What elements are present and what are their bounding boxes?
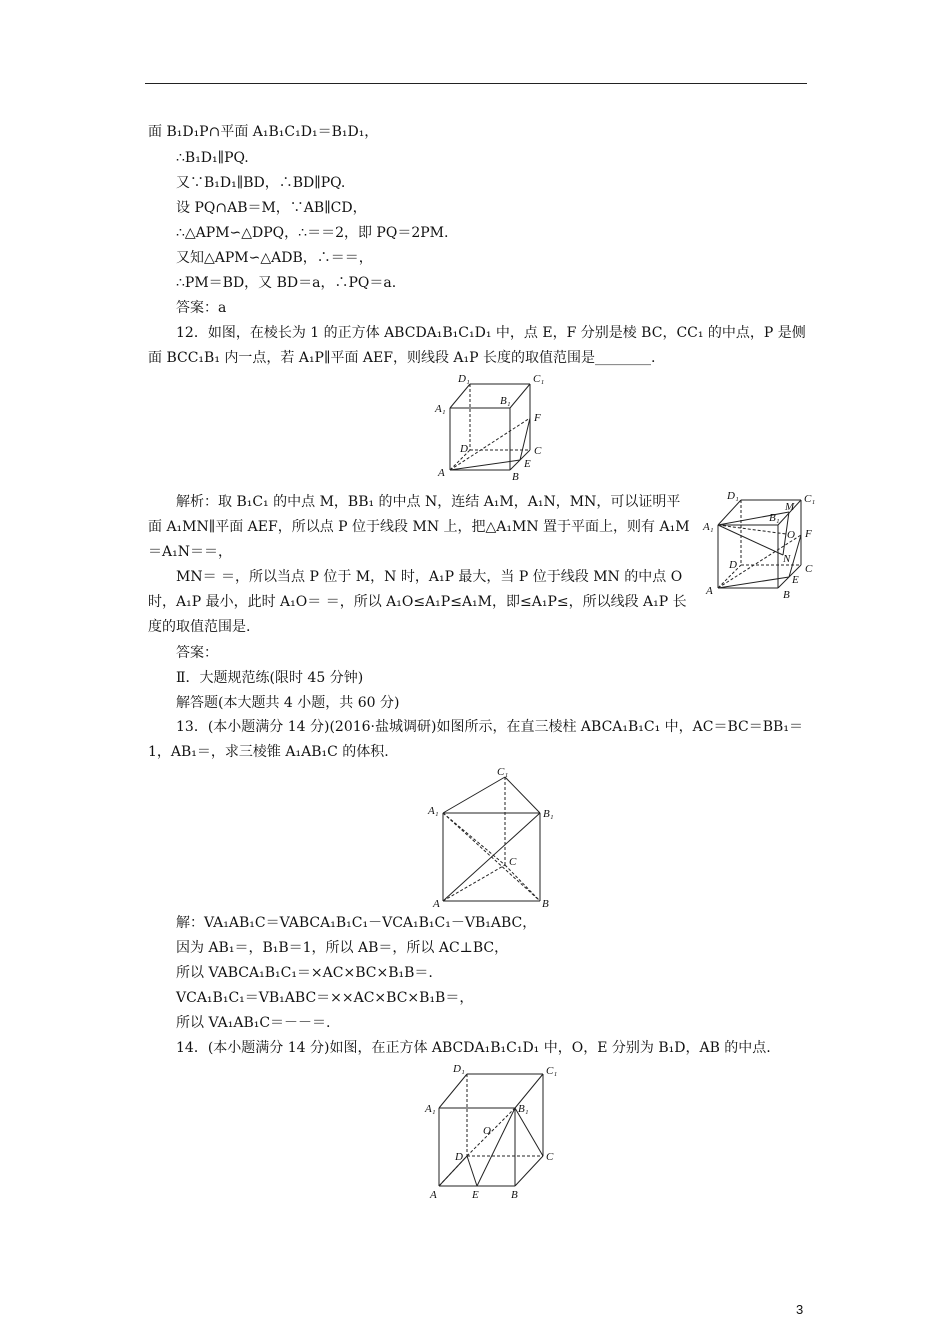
label-C: C bbox=[805, 563, 813, 575]
label-D: D bbox=[729, 559, 737, 571]
q12-solution-part2: MN＝ ＝，所以当点 P 位于 M，N 时，A₁P 最大，当 P 位于线段 MN 的中点 O 时，A₁P 最小，此时 A₁O＝ ＝，所以 A₁O≤A₁P≤A₁M，即≤A₁P≤，所以线段 A₁P 长度的取值范围是. bbox=[148, 569, 687, 635]
figure-q13-prism bbox=[425, 765, 555, 910]
label-C1: C₁ bbox=[804, 493, 816, 505]
text-line: 又知△APM∽△ADB，∴＝＝， bbox=[176, 250, 373, 266]
label-F: F bbox=[805, 528, 812, 540]
text-line: ∴PM＝BD，又 BD＝a，∴PQ＝a. bbox=[176, 275, 397, 291]
solution-line: 所以 VABCA₁B₁C₁＝×AC×BC×B₁B＝. bbox=[176, 965, 433, 981]
label-A: A bbox=[433, 898, 440, 910]
text-line: 设 PQ∩AB＝M，∵AB∥CD， bbox=[176, 200, 367, 216]
label-A: A bbox=[430, 1189, 437, 1201]
label-M: M bbox=[785, 501, 795, 513]
label-E: E bbox=[472, 1189, 479, 1201]
label-B1: B₁ bbox=[769, 512, 780, 524]
label-E: E bbox=[524, 458, 531, 470]
label-E: E bbox=[792, 574, 799, 586]
answer-line: 答案：a bbox=[176, 300, 227, 316]
section-subtitle: 解答题(本大题共 4 小题，共 60 分) bbox=[176, 695, 400, 711]
text-line: 面 B₁D₁P∩平面 A₁B₁C₁D₁＝B₁D₁， bbox=[148, 124, 379, 140]
figure-q12-solution-cube bbox=[703, 490, 823, 600]
label-B: B bbox=[542, 898, 549, 910]
page-number: 3 bbox=[796, 1302, 804, 1317]
label-A1: A₁ bbox=[435, 403, 446, 415]
figure-q12-cube bbox=[430, 370, 560, 482]
label-A1: A₁ bbox=[428, 805, 439, 817]
label-B1: B₁ bbox=[543, 808, 554, 820]
label-O: O bbox=[483, 1125, 491, 1137]
label-B: B bbox=[783, 589, 790, 601]
solution-line: VCA₁B₁C₁＝VB₁ABC＝××AC×BC×B₁B＝， bbox=[176, 990, 474, 1006]
text-line: 又∵B₁D₁∥BD，∴BD∥PQ. bbox=[176, 175, 346, 191]
solution-line: 所以 VA₁AB₁C＝－－＝. bbox=[176, 1015, 331, 1031]
figure-q14-cube bbox=[425, 1062, 565, 1202]
solution-line: 因为 AB₁＝，B₁B＝1，所以 AB＝，所以 AC⊥BC， bbox=[176, 940, 509, 956]
label-A1: A₁ bbox=[425, 1103, 436, 1115]
label-F: F bbox=[534, 412, 541, 424]
label-B1: B₁ bbox=[500, 395, 511, 407]
label-D1: D₁ bbox=[453, 1063, 465, 1075]
label-D: D bbox=[460, 443, 468, 455]
label-C: C bbox=[534, 445, 542, 457]
label-C1: C₁ bbox=[497, 766, 509, 778]
text-line: ∴B₁D₁∥PQ. bbox=[176, 150, 249, 166]
label-A1: A₁ bbox=[703, 521, 714, 533]
q12-solution-part1: 解析：取 B₁C₁ 的中点 M，BB₁ 的中点 N，连结 A₁M，A₁N，MN，可以证明平面 A₁MN∥平面 AEF，所以点 P 位于线段 MN 上，把△A₁MN 置于平面上，则有 A₁M＝A₁N＝＝， bbox=[148, 494, 690, 560]
label-A: A bbox=[706, 585, 713, 597]
label-D1: D₁ bbox=[458, 373, 470, 385]
label-A: A bbox=[438, 467, 445, 479]
label-B: B bbox=[512, 471, 519, 483]
label-C1: C₁ bbox=[546, 1065, 558, 1077]
label-D1: D₁ bbox=[727, 490, 739, 502]
label-C: C bbox=[509, 856, 517, 868]
solution-line: 解：VA₁AB₁C＝VABCA₁B₁C₁－VCA₁B₁C₁－VB₁ABC， bbox=[176, 915, 537, 931]
label-C1: C₁ bbox=[533, 373, 545, 385]
question-14: 14．(本小题满分 14 分)如图，在正方体 ABCDA₁B₁C₁D₁ 中，O，E 分别为 B₁D，AB 的中点. bbox=[176, 1040, 771, 1056]
label-B1: B₁ bbox=[518, 1103, 529, 1115]
text-line: ∴△APM∽△DPQ，∴＝＝2，即 PQ＝2PM. bbox=[176, 225, 449, 241]
question-12: 12．如图，在棱长为 1 的正方体 ABCDA₁B₁C₁D₁ 中，点 E，F 分别是棱 BC，CC₁ 的中点，P 是侧面 BCC₁B₁ 内一点，若 A₁P∥平面 AEF，则线段 A₁P 长度的取值范围是________. bbox=[148, 325, 806, 366]
label-D: D bbox=[455, 1151, 463, 1163]
label-C: C bbox=[546, 1151, 554, 1163]
label-B: B bbox=[511, 1189, 518, 1201]
answer-line: 答案： bbox=[176, 645, 218, 661]
question-13: 13．(本小题满分 14 分)(2016·盐城调研)如图所示，在直三棱柱 ABCA₁B₁C₁ 中，AC＝BC＝BB₁＝1，AB₁＝，求三棱锥 A₁AB₁C 的体积. bbox=[148, 719, 803, 760]
header-rule bbox=[145, 83, 807, 84]
label-N: N bbox=[783, 553, 791, 565]
section-title: Ⅱ．大题规范练(限时 45 分钟) bbox=[176, 670, 364, 686]
label-O: O bbox=[787, 529, 795, 541]
